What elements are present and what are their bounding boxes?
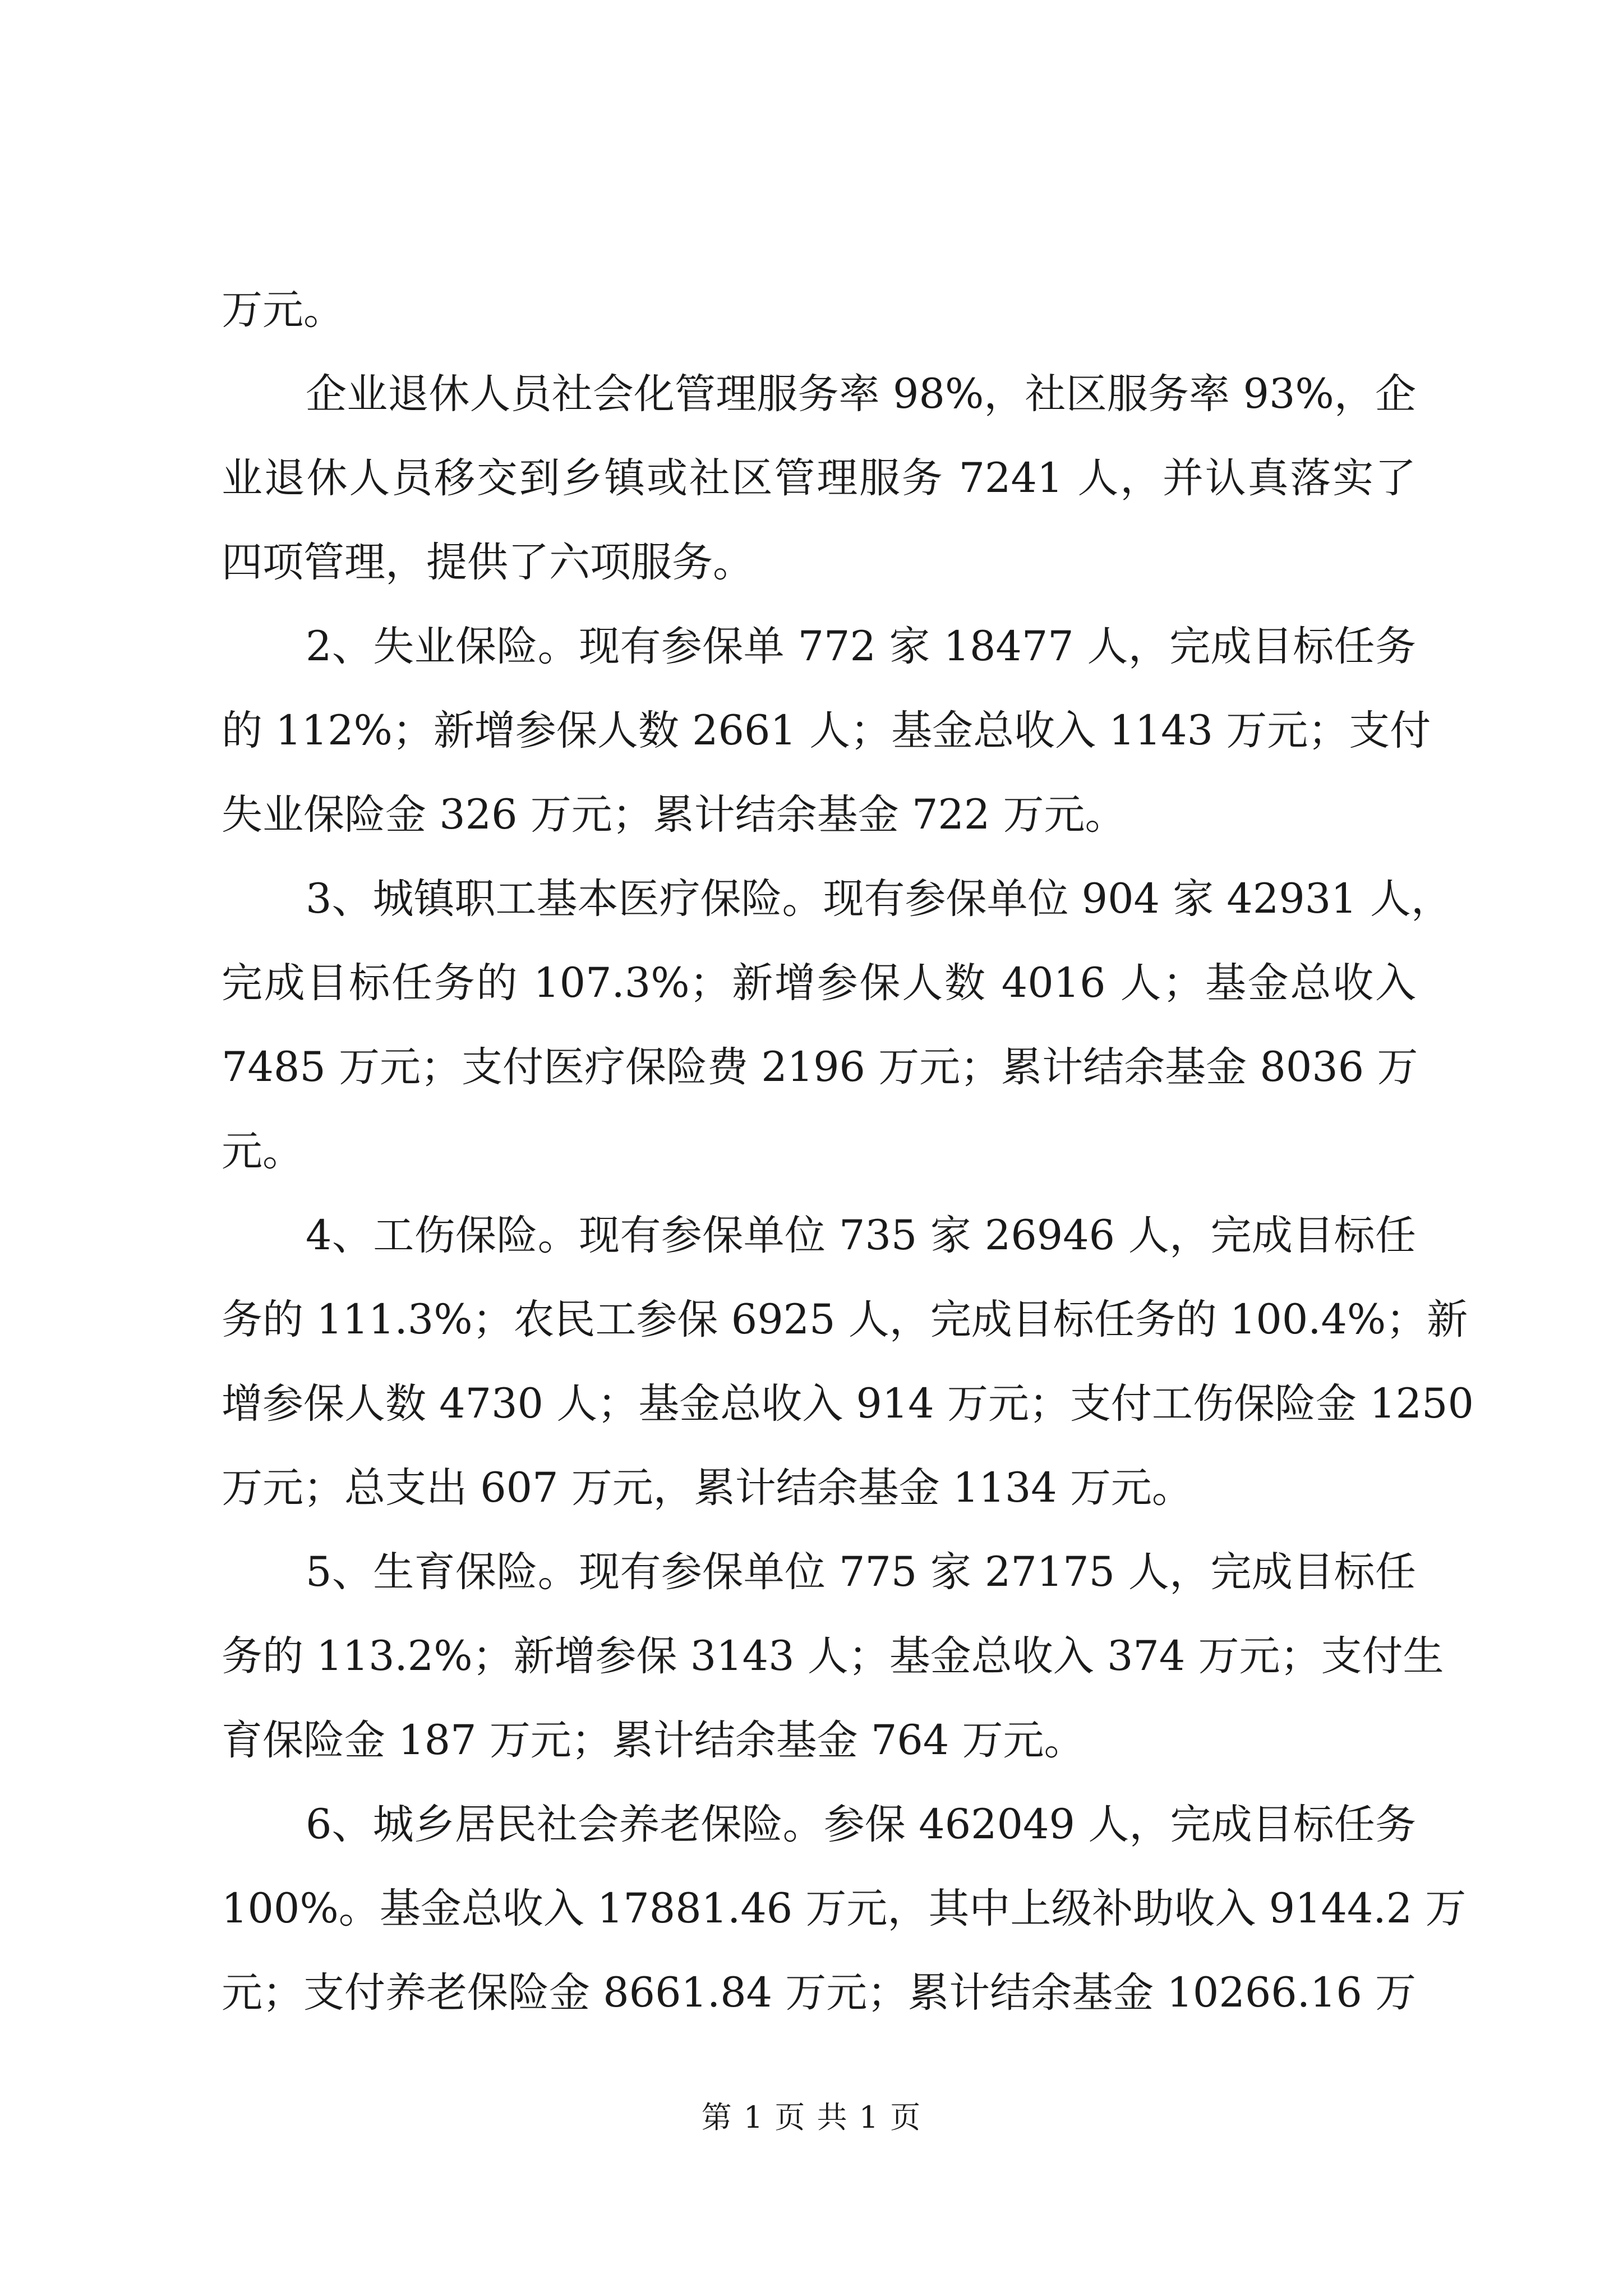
text-line: 业退休人员移交到乡镇或社区管理服务 7241 人，并认真落实了 — [222, 454, 1416, 502]
text-line: 育保险金 187 万元；累计结余基金 764 万元。 — [222, 1717, 1085, 1764]
text-line: 增参保人数 4730 人；基金总收入 914 万元；支付工伤保险金 1250 — [222, 1380, 1474, 1428]
text-line: 2、失业保险。现有参保单 772 家 18477 人，完成目标任务 — [306, 623, 1416, 670]
text-line: 4、工伤保险。现有参保单位 735 家 26946 人，完成目标任 — [306, 1212, 1416, 1259]
text-line: 的 112%；新增参保人数 2661 人；基金总收入 1143 万元；支付 — [222, 707, 1431, 754]
text-line: 完成目标任务的 107.3%；新增参保人数 4016 人；基金总收入 — [222, 959, 1416, 1007]
text-line: 企业退休人员社会化管理服务率 98%，社区服务率 93%，企 — [306, 370, 1416, 418]
document-body — [222, 268, 1474, 2035]
text-line: 务的 111.3%；农民工参保 6925 人，完成目标任务的 100.4%；新 — [222, 1296, 1468, 1343]
text-line: 5、生育保险。现有参保单位 775 家 27175 人，完成目标任 — [306, 1548, 1416, 1596]
text-line: 3、城镇职工基本医疗保险。现有参保单位 904 家 42931 人， — [306, 875, 1452, 923]
text-line: 6、城乡居民社会养老保险。参保 462049 人，完成目标任务 — [306, 1801, 1416, 1848]
text-line: 失业保险金 326 万元；累计结余基金 722 万元。 — [222, 791, 1126, 839]
text-line: 元；支付养老保险金 8661.84 万元；累计结余基金 10266.16 万 — [222, 1969, 1417, 2017]
text-line: 万元。 — [222, 286, 344, 334]
text-line: 100%。基金总收入 17881.46 万元，其中上级补助收入 9144.2 万 — [222, 1885, 1467, 1932]
text-line: 7485 万元；支付医疗保险费 2196 万元；累计结余基金 8036 万 — [222, 1043, 1418, 1091]
text-line: 元。 — [222, 1128, 303, 1175]
text-line: 四项管理，提供了六项服务。 — [222, 539, 754, 586]
text-line: 万元；总支出 607 万元，累计结余基金 1134 万元。 — [222, 1464, 1193, 1512]
text-line: 务的 113.2%；新增参保 3143 人；基金总收入 374 万元；支付生 — [222, 1632, 1444, 1680]
page-number-footer: 第 1 页 共 1 页 — [701, 2100, 922, 2135]
